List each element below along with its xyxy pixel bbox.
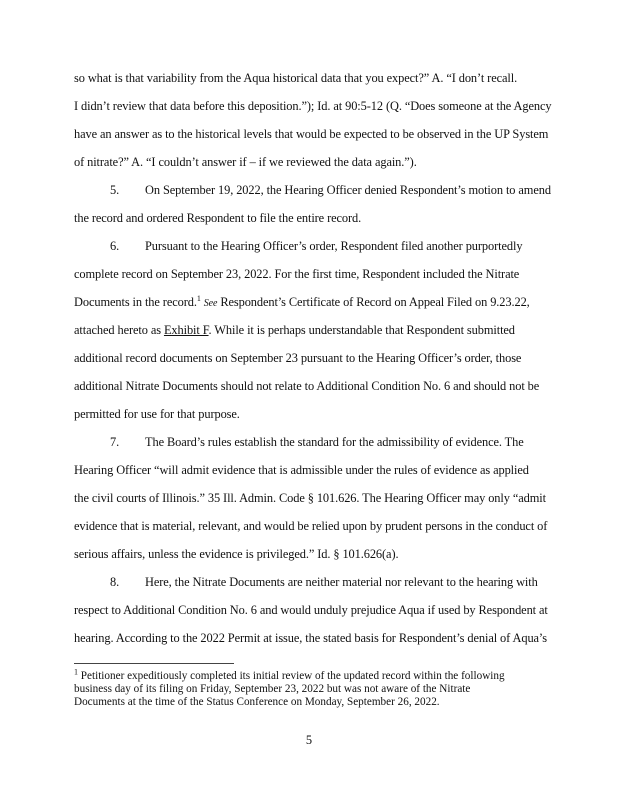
paragraph-number: 5. xyxy=(110,183,120,197)
paragraph-6-first-line xyxy=(110,238,604,254)
body-line-with-footnote xyxy=(74,294,604,312)
body-line: complete record on September 23, 2022. For the first time, Respondent included the Nitrate xyxy=(74,267,520,281)
body-line: permitted for use for that purpose. xyxy=(74,407,240,421)
body-line-with-exhibit xyxy=(74,322,604,338)
footnote-divider xyxy=(74,663,234,664)
body-line: have an answer as to the historical levels that would be expected to be observed in the UP System xyxy=(74,127,549,141)
body-text: Documents in the record. xyxy=(74,295,197,309)
body-line: hearing. According to the 2022 Permit at issue, the stated basis for Respondent’s denial of Aqua’s xyxy=(74,631,547,645)
paragraph-5-first-line xyxy=(110,182,604,198)
body-text: Here, the Nitrate Documents are neither material nor relevant to the hearing with xyxy=(145,575,538,589)
body-text: Pursuant to the Hearing Officer’s order, Respondent filed another purportedly xyxy=(145,239,523,253)
paragraph-number: 8. xyxy=(110,575,120,589)
see-signal: See xyxy=(203,298,218,309)
body-text: The Board’s rules establish the standard for the admissibility of evidence. The xyxy=(145,435,524,449)
paragraph-number: 6. xyxy=(110,239,120,253)
footnote-marker: 1 xyxy=(196,293,201,303)
exhibit-f-reference: Exhibit F xyxy=(163,323,209,337)
footnote-line: business day of its filing on Friday, September 23, 2022 but was not aware of the Nitrate xyxy=(74,683,471,695)
body-line: so what is that variability from the Aqua historical data that you expect?” A. “I don’t recall. xyxy=(74,71,518,85)
body-line: respect to Additional Condition No. 6 and would unduly prejudice Aqua if used by Respondent at xyxy=(74,603,548,617)
body-line: of nitrate?” A. “I couldn’t answer if – if we reviewed the data again.”). xyxy=(74,155,417,169)
body-text: Respondent’s Certificate of Record on Appeal Filed on 9.23.22, xyxy=(220,295,530,309)
body-text: On September 19, 2022, the Hearing Officer denied Respondent’s motion to amend xyxy=(145,183,551,197)
body-line: serious affairs, unless the evidence is privileged.” Id. § 101.626(a). xyxy=(74,547,399,561)
footnote-line: Documents at the time of the Status Conference on Monday, September 26, 2022. xyxy=(74,696,440,708)
page-number: 5 xyxy=(305,733,313,747)
footnote-number: 1 xyxy=(74,667,78,677)
body-text: attached hereto as xyxy=(74,323,161,337)
footnote-line xyxy=(74,667,604,683)
body-text: . While it is perhaps understandable that Respondent submitted xyxy=(208,323,515,337)
body-line: I didn’t review that data before this deposition.”); Id. at 90:5-12 (Q. “Does someone at the Agency xyxy=(74,99,552,113)
body-line: Hearing Officer “will admit evidence that is admissible under the rules of evidence as applied xyxy=(74,463,529,477)
footnote-text: Petitioner expeditiously completed its initial review of the updated record within the following xyxy=(80,670,505,682)
paragraph-7-first-line xyxy=(110,434,604,450)
body-line: the record and ordered Respondent to file the entire record. xyxy=(74,211,362,225)
paragraph-8-first-line xyxy=(110,574,604,590)
body-line: evidence that is material, relevant, and would be relied upon by prudent persons in the conduct of xyxy=(74,519,548,533)
paragraph-number: 7. xyxy=(110,435,120,449)
body-line: additional Nitrate Documents should not relate to Additional Condition No. 6 and should not be xyxy=(74,379,540,393)
body-line: additional record documents on September 23 pursuant to the Hearing Officer’s order, those xyxy=(74,351,522,365)
body-line: the civil courts of Illinois.” 35 Ill. Admin. Code § 101.626. The Hearing Officer may only “admit xyxy=(74,491,546,505)
